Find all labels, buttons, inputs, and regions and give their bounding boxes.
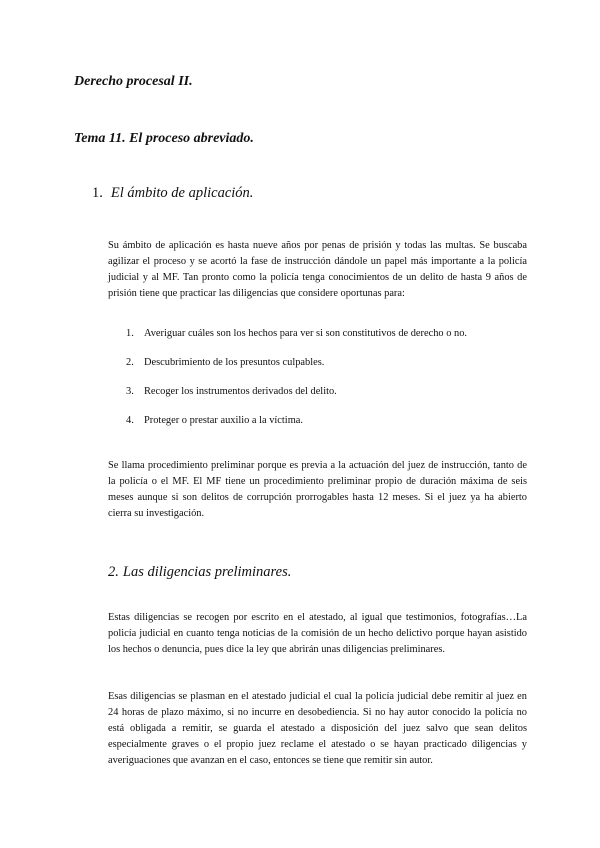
list-item: 1. Averiguar cuáles son los hechos para ver si son constitutivos de derecho o no.	[126, 328, 467, 339]
section-1-intro-paragraph: Su ámbito de aplicación es hasta nueve años por penas de prisión y todas las multas. Se buscaba agilizar el proceso y se acortó la fase de instrucción dándole un papel más importante a la policía judicial y al MF. Tan pronto como la policía tenga conocimientos de un delito de hasta 9 años de prisión tiene que practicar las diligencias que considere oportunas para:	[108, 240, 527, 299]
list-item: 3. Recoger los instrumentos derivados del delito.	[126, 386, 337, 397]
section-1-heading	[92, 185, 253, 202]
section-2-heading	[108, 564, 291, 581]
section-2-paragraph-2: Esas diligencias se plasman en el atestado judicial el cual la policía judicial debe remitir al juez en 24 horas de plazo máximo, si no incurre en desobediencia. Si no hay autor conocido la policía no está obligada a remitir, se guarda el atestado a disposición del juez salvo que sean delitos especialmente graves o el propio juez reclame el atestado o se hayan practicado diligencias y averiguaciones que avanzan en el caso, entonces se tiene que remitir sin autor.	[108, 691, 527, 766]
list-item: 4. Proteger o prestar auxilio a la víctima.	[126, 415, 303, 426]
topic-title: Tema 11. El proceso abreviado.	[74, 131, 254, 146]
course-title: Derecho procesal II.	[74, 74, 193, 89]
section-2-paragraph-1: Estas diligencias se recogen por escrito en el atestado, al igual que testimonios, fotografías…La policía judicial en cuanto tenga noticias de la comisión de un hecho delictivo porque hayan asistido los hechos o denuncia, pues dice la ley que abrirán unas diligencias preliminares.	[108, 612, 527, 655]
section-2-title: Las diligencias preliminares.	[122, 564, 292, 580]
section-1-title: El ámbito de aplicación.	[110, 185, 254, 201]
list-item: 2. Descubrimiento de los presuntos culpables.	[126, 357, 325, 368]
section-2-number: 2.	[108, 564, 119, 580]
section-1-closing-paragraph: Se llama procedimiento preliminar porque es previa a la actuación del juez de instrucción, tanto de la policía o el MF. El MF tiene un procedimiento preliminar propio de duración máxima de seis meses aunque si son delitos de corrupción prorrogables hasta 12 meses. Si el juez ya ha abierto cierra su investigación.	[108, 460, 527, 519]
section-1-number: 1.	[92, 185, 103, 201]
